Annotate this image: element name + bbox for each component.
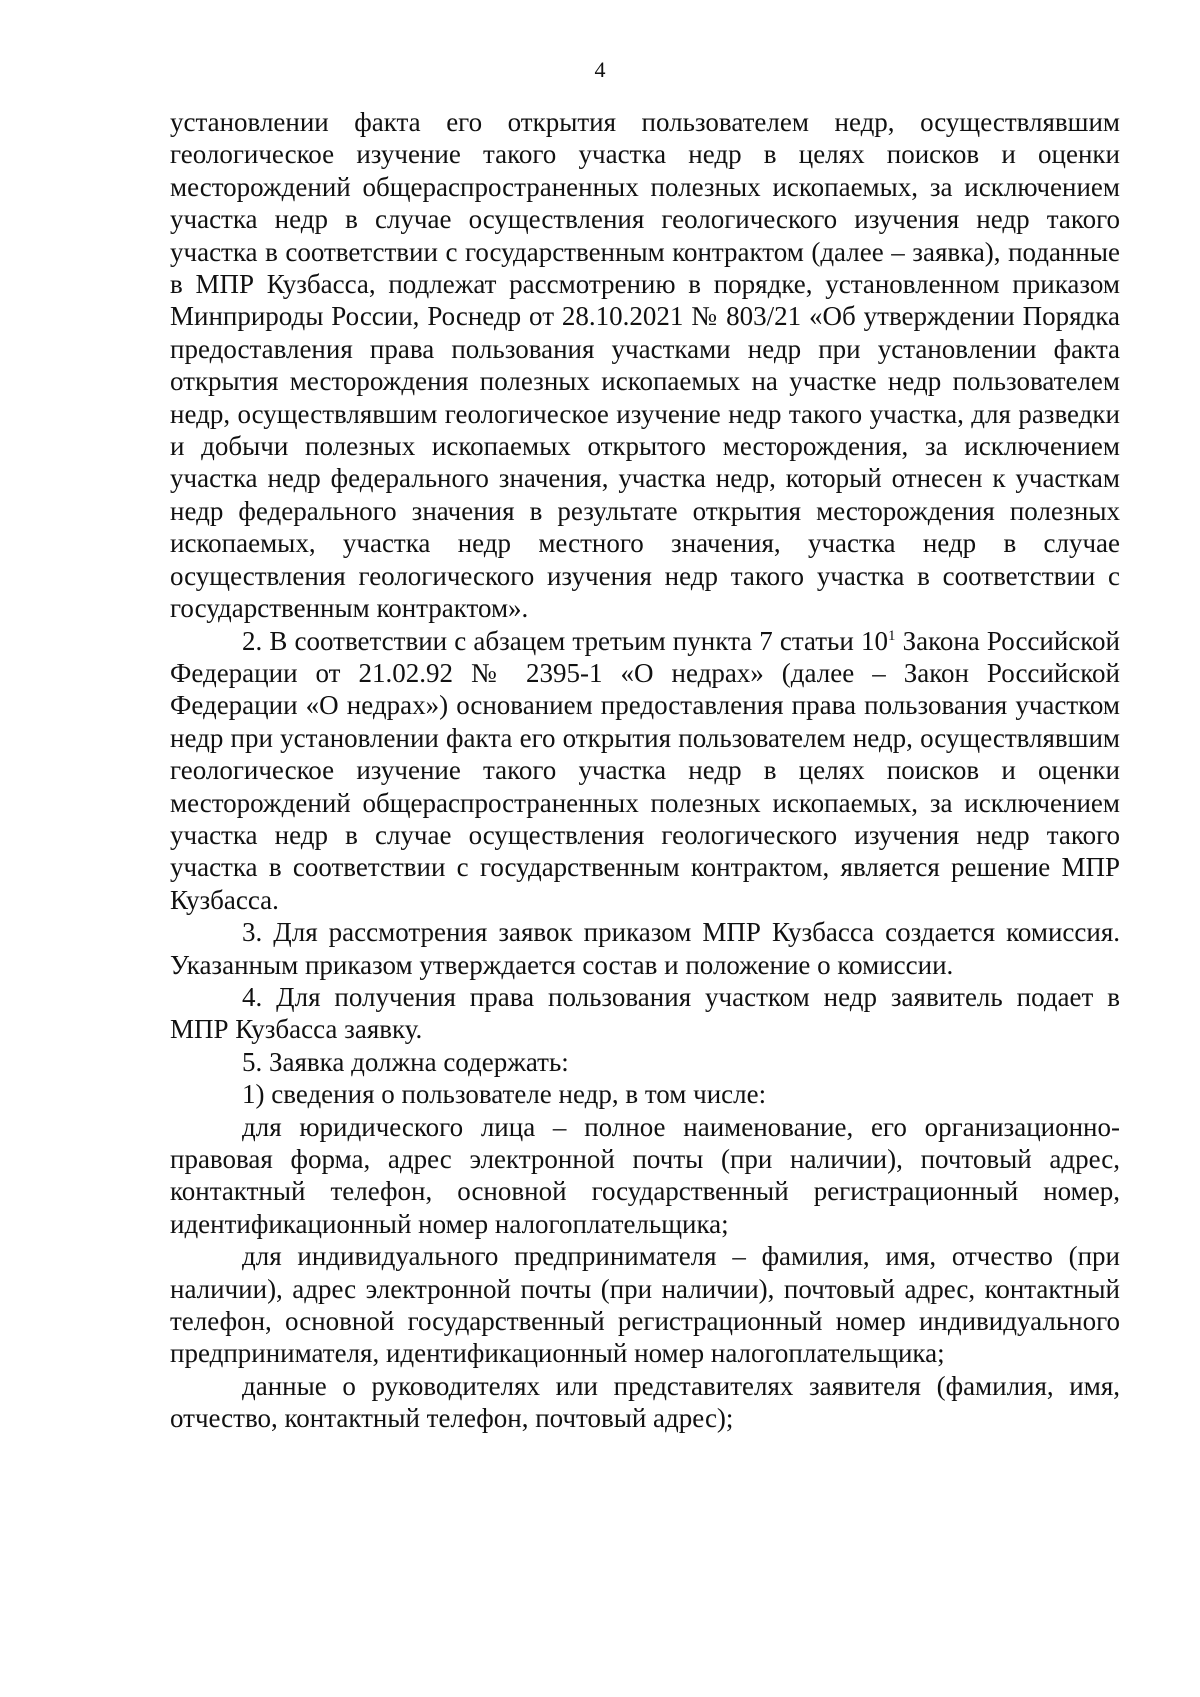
paragraph-legal-entity: для юридического лица – полное наименование, его организационно-правовая форма, адрес электронной почты (при наличии), почтовый адрес, контактный телефон, основной государственный регистрационный номер, идентификационный номер налогоплательщика; xyxy=(170,1111,1120,1239)
document-body xyxy=(170,106,1120,1435)
paragraph-item-3: 3. Для рассмотрения заявок приказом МПР Кузбасса создается комиссия. Указанным приказом утверждается состав и положение о комиссии. xyxy=(170,917,1120,980)
paragraph-individual-entrepreneur: для индивидуального предпринимателя – фамилия, имя, отчество (при наличии), адрес электронной почты (при наличии), почтовый адрес, контактный телефон, основной государственный регистрационный номер индивидуального предпринимателя, идентификационный номер налогоплательщика; xyxy=(170,1241,1120,1369)
paragraph-item-2-text-after: Закона Российской Федерации от 21.02.92 № 2395-1 «О недрах» (далее – Закон Российской Федерации «О недрах») основанием предоставления права пользования участком недр при установлении факта его открытия пользователем недр, осуществлявшим геологическое изучение такого участка недр в целях поисков и оценки месторождений общераспространенных полезных ископаемых, за исключением участка недр в случае осуществления геологического изучения недр такого участка в соответствии с государственным контрактом, является решение МПР Кузбасса. xyxy=(170,625,1120,915)
paragraph-representatives: данные о руководителях или представителях заявителя (фамилия, имя, отчество, контактный телефон, почтовый адрес); xyxy=(170,1370,1120,1434)
paragraph-item-2 xyxy=(170,625,1120,917)
page-number: 4 xyxy=(594,57,606,82)
paragraph-subitem-1: 1) сведения о пользователе недр, в том числе: xyxy=(242,1079,767,1110)
paragraph-continuation: установлении факта его открытия пользователем недр, осуществлявшим геологическое изучение такого участка недр в целях поисков и оценки месторождений общераспространенных полезных ископаемых, за исключением участка недр в случае осуществления геологического изучения недр такого участка в соответствии с государственным контрактом (далее – заявка), поданные в МПР Кузбасса, подлежат рассмотрению в порядке, установленном приказом Минприроды России, Роснедр от 28.10.2021 № 803/21 «Об утверждении Порядка предоставления права пользования участками недр при установлении факта открытия месторождения полезных ископаемых на участке недр пользователем недр, осуществлявшим геологическое изучение недр такого участка, для разведки и добычи полезных ископаемых открытого месторождения, за исключением участка недр федерального значения, участка недр, который отнесен к участкам недр федерального значения в результате открытия месторождения полезных ископаемых, участка недр местного значения, участка недр в случае осуществления геологического изучения недр такого участка в соответствии с государственным контрактом». xyxy=(170,107,1120,624)
paragraph-item-4: 4. Для получения права пользования участком недр заявитель подает в МПР Кузбасса заявку. xyxy=(170,981,1120,1045)
paragraph-item-5: 5. Заявка должна содержать: xyxy=(242,1046,569,1077)
article-superscript: 1 xyxy=(887,627,896,644)
paragraph-item-2-text-before: 2. В соответствии с абзацем третьим пункта 7 статьи 10 xyxy=(242,625,888,656)
